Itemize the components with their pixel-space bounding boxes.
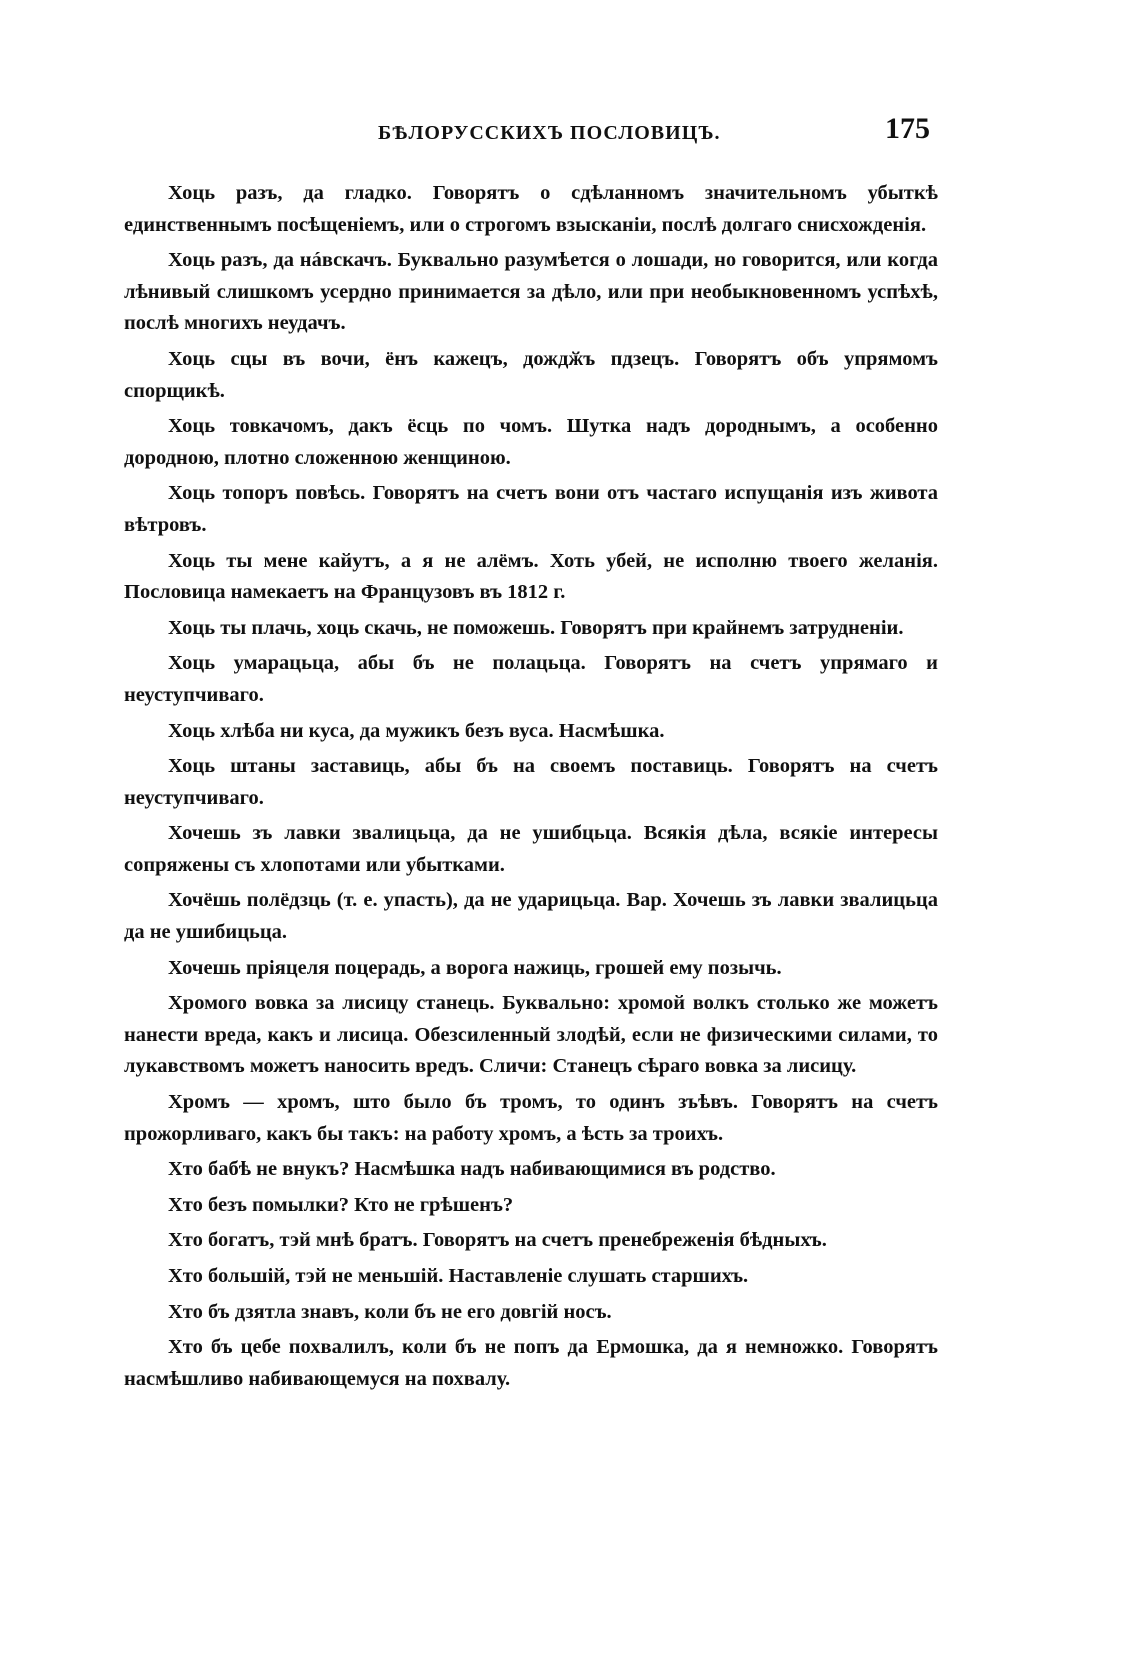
- proverb-list: [124, 178, 938, 1399]
- proverb-entry: Хоць сцы въ вочи, ёнъ кажецъ, дождӂъ пдзецъ. Говорятъ объ упрямомъ спорщикѣ.: [124, 347, 938, 402]
- proverb-entry: Хоць хлѣба ни куса, да мужикъ безъ вуса. Насмѣшка.: [168, 719, 665, 742]
- proverb-entry: Хто безъ помылки? Кто не грѣшенъ?: [168, 1193, 514, 1216]
- proverb-entry: Хочешь пріяцеля поцерадь, а ворога нажиць, грошей ему позычь.: [168, 956, 782, 979]
- proverb-entry: Хоць ты плачь, хоць скачь, не поможешь. Говорятъ при крайнемъ затрудненіи.: [168, 616, 904, 639]
- proverb-entry: Хто большій, тэй не меньшій. Наставленіе слушать старшихъ.: [168, 1265, 749, 1287]
- page-header: [120, 112, 940, 152]
- proverb-entry: Хоць топоръ повѣсь. Говорятъ на счетъ вони отъ частаго испущанія изъ живота вѣтровъ.: [124, 482, 938, 536]
- proverb-entry: Хто богатъ, тэй мнѣ братъ. Говорятъ на счетъ пренебреженія бѣдныхъ.: [168, 1229, 827, 1252]
- proverb-entry: Хто бъ цебе похвалилъ, коли бъ не попъ да Ермошка, да я немножко. Говорятъ насмѣшливо набивающемуся на похвалу.: [124, 1336, 938, 1390]
- page-number: 175: [885, 112, 930, 145]
- proverb-entry: Хоць ты мене кайутъ, а я не алёмъ. Хоть убей, не исполню твоего желанія. Пословица намекаетъ на Французовъ въ 1812 г.: [124, 549, 938, 604]
- proverb-entry: Хочёшь полёдзць (т. е. упасть), да не ударицьца. Вар. Хочешь зъ лавки звалицьца да не ушибицьца.: [124, 889, 938, 944]
- proverb-entry: Хоць штаны заставиць, абы бъ на своемъ поставиць. Говорятъ на счетъ неуступчиваго.: [124, 755, 938, 809]
- proverb-entry: Хто бъ дзятла знавъ, коли бъ не его довгій носъ.: [168, 1300, 612, 1323]
- proverb-entry: Хромъ — хромъ, што было бъ тромъ, то одинъ зъѣвъ. Говорятъ на счетъ прожорливаго, какъ бы такъ: на работу хромъ, а ѣсть за троихъ.: [124, 1091, 938, 1145]
- proverb-entry: Хромого вовка за лисицу станець. Буквально: хромой волкъ столько же можетъ нанести вреда, какъ и лисица. Обезсиленный злодѣй, если не физическими силами, то лукавствомъ можетъ наносить вредъ. Сличи: Станецъ сѣраго вовка за лисицу.: [124, 992, 938, 1078]
- proverb-entry: Хоць умарацьца, абы бъ не полацьца. Говорятъ на счетъ упрямаго и неуступчиваго.: [124, 652, 938, 706]
- proverb-entry: Хоць товкачомъ, дакъ ёсць по чомъ. Шутка надъ дороднымъ, а особенно дородною, плотно сложенною женщиною.: [124, 415, 938, 469]
- proverb-entry: Хоць разъ, да нáвскачъ. Буквально разумѣется о лошади, но говорится, или когда лѣнивый слишкомъ усердно принимается за дѣло, или при необыкновенномъ успѣхѣ, послѣ многихъ неудачъ.: [124, 249, 938, 335]
- proverb-entry: Хто бабѣ не внукъ? Насмѣшка надъ набивающимися въ родство.: [168, 1158, 776, 1181]
- proverb-entry: Хоць разъ, да гладко. Говорятъ о сдѣланномъ значительномъ убыткѣ единственнымъ посѣщеніемъ, или о строгомъ взысканіи, послѣ долгаго снисхожденія.: [124, 182, 938, 236]
- running-title: БѢЛОРУССКИХЪ ПОСЛОВИЦЪ.: [378, 122, 721, 144]
- proverb-entry: Хочешь зъ лавки звалицьца, да не ушибцьца. Всякія дѣла, всякіе интересы сопряжены съ хлопотами или убытками.: [124, 822, 938, 876]
